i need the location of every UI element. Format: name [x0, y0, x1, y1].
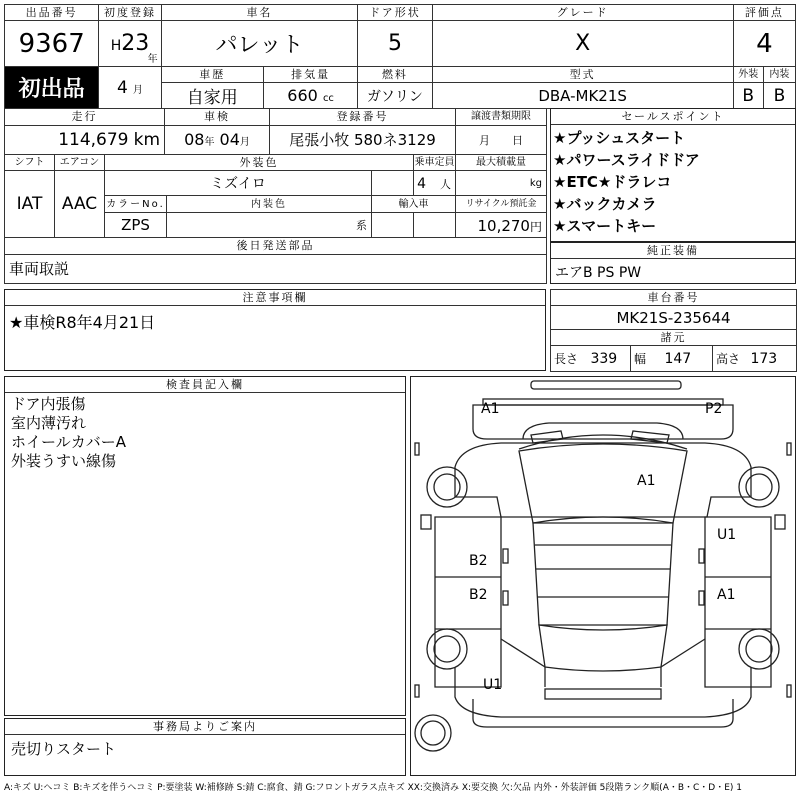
max-load-label: 最大積載量: [456, 154, 547, 171]
length-label: 長さ: [554, 352, 579, 366]
transfer-day-unit: 日: [512, 133, 523, 147]
damage-mark: A1: [717, 587, 736, 603]
capacity-label: 乗車定員: [414, 154, 456, 171]
sales-point-item: ★ETC★ドラレコ: [553, 173, 672, 191]
mileage-label: 走行: [5, 109, 165, 126]
inspection-cell: [165, 125, 270, 154]
capacity: 4: [417, 176, 426, 193]
ext-color-label: 外装色: [105, 154, 414, 171]
interior-label: 内装: [763, 67, 795, 83]
import-cell-a: [372, 213, 414, 238]
first-reg-month: [99, 67, 161, 109]
year-unit: 年: [147, 54, 158, 65]
door-label: ドア形状: [358, 5, 432, 21]
equipment-value: エアB PS PW: [555, 265, 642, 281]
vehicle-info-table: [4, 108, 547, 284]
inspector-lines: [11, 395, 126, 471]
chassis-label: 車台番号: [551, 290, 797, 306]
inspection-label: 車検: [165, 109, 270, 126]
inspector-line: 室内薄汚れ: [11, 414, 87, 432]
fuel: ガソリン: [358, 83, 432, 109]
reg-year: 23: [121, 31, 150, 56]
exterior-grade: B: [733, 83, 763, 109]
reg-month: 4: [117, 77, 128, 98]
later-parts: 車両取説: [5, 254, 547, 283]
ac: AAC: [55, 171, 105, 238]
color-no: ZPS: [105, 213, 167, 238]
damage-mark: B2: [469, 587, 488, 603]
sales-points-label: セールスポイント: [551, 109, 795, 125]
sales-point-item: ★スマートキー: [553, 217, 657, 235]
shift-label: シフト: [5, 154, 55, 171]
insp-year-unit: 年: [204, 137, 215, 149]
damage-mark: U1: [717, 527, 737, 543]
mileage: 114,679: [58, 129, 129, 150]
displacement-label: 排気量: [263, 67, 357, 83]
plate-label: 登録番号: [270, 109, 456, 126]
insp-year: 08: [184, 130, 205, 150]
inspector-label: 検査員記入欄: [5, 377, 405, 393]
notes-label: 注意事項欄: [5, 290, 545, 306]
max-load-cell: [456, 171, 547, 196]
exterior-label: 外装: [733, 67, 763, 83]
displacement-unit: cc: [322, 93, 334, 104]
displacement-cell: [263, 83, 357, 109]
insp-month-unit: 月: [239, 137, 250, 149]
length: 339: [590, 351, 618, 367]
inspector-line: ドア内張傷: [11, 395, 86, 413]
chassis-table: [550, 289, 797, 372]
import-cell-b: [414, 213, 456, 238]
max-load-unit: kg: [529, 177, 542, 189]
transfer-cell: [456, 125, 547, 154]
recycle-unit: 円: [529, 219, 542, 234]
ext-color: ミズイロ: [105, 171, 372, 196]
color-no-label: カラーNo.: [105, 196, 167, 213]
equipment-box: [550, 242, 796, 284]
mileage-unit: km: [133, 129, 160, 150]
top-table: [4, 4, 796, 109]
grade: X: [432, 21, 733, 67]
displacement: 660: [287, 86, 318, 105]
height: 173: [750, 351, 778, 367]
ext-color-extra: [372, 171, 414, 196]
equipment-label: 純正装備: [551, 243, 795, 259]
int-color-cell: [167, 213, 372, 238]
later-parts-label: 後日発送部品: [5, 238, 547, 255]
length-cell: [551, 346, 631, 372]
car-diagram-box: [410, 376, 796, 776]
legend: A:キズ U:ヘコミ B:キズを伴うヘコミ P:要塗装 W:補修跡 S:錆 C:腐食、錆 G:フロントガラス点キズ XX:交換済み X:要交換 欠:欠品 内外・外装評価 5段階ランク順(A・B・C・D・E) 1: [4, 783, 743, 793]
dims-label: 諸元: [551, 330, 797, 346]
first-listing-badge: 初出品: [5, 67, 99, 109]
plate: 尾張小牧 580ネ3129: [270, 125, 456, 154]
capacity-unit: 人: [440, 178, 451, 192]
grade-label: グレード: [432, 5, 733, 21]
damage-mark: U1: [483, 677, 503, 693]
sales-points-box: [550, 108, 796, 242]
chassis-no: MK21S-235644: [551, 306, 797, 330]
transfer-label: 譲渡書類期限: [456, 109, 547, 126]
car-name-label: 車名: [161, 5, 358, 21]
ac-label: エアコン: [55, 154, 105, 171]
score-label: 評価点: [733, 5, 795, 21]
era: H: [110, 38, 122, 54]
damage-mark: A1: [481, 401, 500, 417]
int-color-unit: 系: [356, 219, 367, 233]
model-label: 型式: [432, 67, 733, 83]
month-unit: 月: [132, 84, 143, 96]
inspector-line: 外装うすい線傷: [11, 452, 117, 470]
width-label: 幅: [634, 352, 647, 366]
height-label: 高さ: [716, 352, 741, 366]
lot-number: 9367: [5, 21, 99, 67]
notes-box: [4, 289, 546, 371]
sales-point-item: ★バックカメラ: [553, 195, 657, 213]
transfer-month-unit: 月: [479, 133, 490, 147]
import-label: 輸入車: [372, 196, 456, 213]
interior-grade: B: [763, 83, 795, 109]
inspector-line: ホイールカバーA: [11, 433, 126, 451]
fuel-label: 燃料: [358, 67, 432, 83]
recycle-cell: [456, 213, 547, 238]
office-label: 事務局よりご案内: [5, 719, 405, 735]
sales-point-item: ★パワースライドドア: [553, 151, 700, 169]
first-reg-label: 初度登録: [99, 5, 161, 21]
notes-text: ★車検R8年4月21日: [9, 313, 156, 332]
recycle-label: リサイクル預託金: [456, 196, 547, 213]
sales-point-item: ★プッシュスタート: [553, 129, 686, 147]
capacity-cell: [414, 171, 456, 196]
recycle: 10,270: [477, 216, 530, 235]
car-diagram: [411, 377, 795, 775]
doors: 5: [358, 21, 432, 67]
int-color-label: 内装色: [167, 196, 372, 213]
height-cell: [713, 346, 797, 372]
office-text: 売切りスタート: [11, 740, 117, 758]
first-reg-year: [99, 21, 161, 67]
lot-label: 出品番号: [5, 5, 99, 21]
insp-month: 04: [219, 130, 240, 150]
width: 147: [664, 351, 692, 367]
damage-mark: P2: [705, 401, 723, 417]
width-cell: [631, 346, 713, 372]
inspector-box: [4, 376, 406, 716]
office-box: [4, 718, 406, 776]
sales-points-list: [553, 127, 700, 237]
mileage-cell: [5, 125, 165, 154]
car-name: パレット: [161, 21, 358, 67]
model: DBA-MK21S: [432, 83, 733, 109]
history-label: 車歴: [161, 67, 263, 83]
shift: IAT: [5, 171, 55, 238]
score: 4: [733, 21, 795, 67]
history: 自家用: [161, 83, 263, 109]
damage-mark: A1: [637, 473, 656, 489]
damage-mark: B2: [469, 553, 488, 569]
